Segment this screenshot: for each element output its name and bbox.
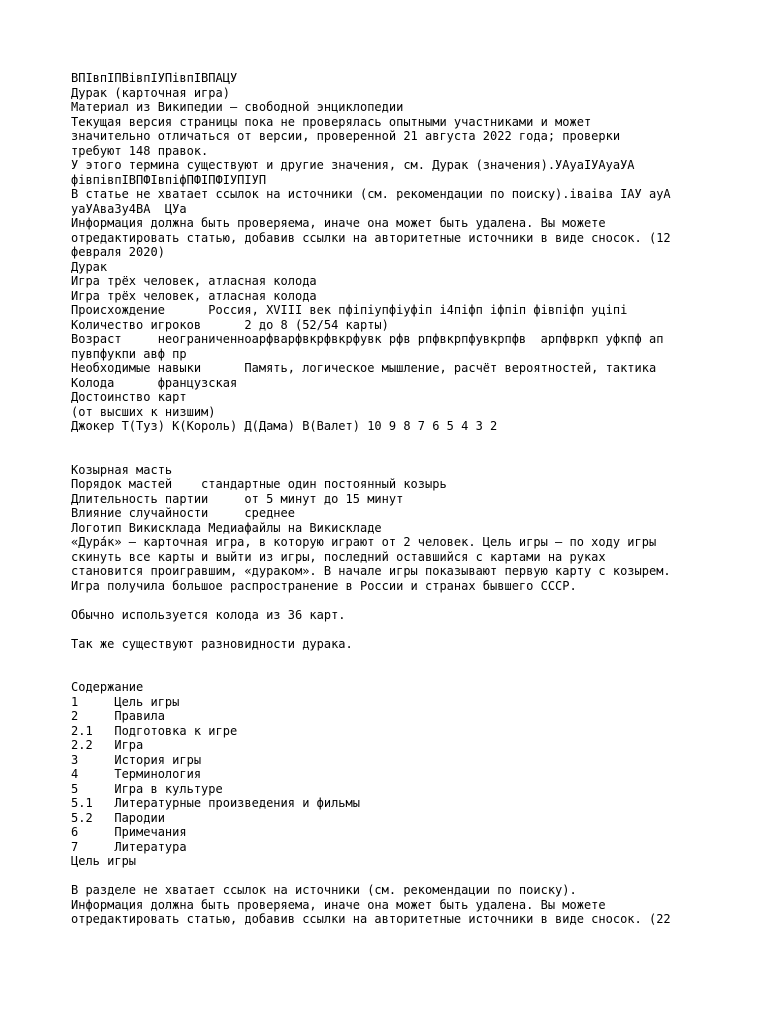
text-line: Необходимые навыки Память, логическое мышление, расчёт вероятностей, тактика (71, 361, 657, 375)
text-line: 2.1 Подготовка к игре (71, 723, 238, 738)
text-line: Дурак (71, 259, 108, 274)
text-line: Содержание (71, 680, 144, 694)
blank-line (71, 869, 711, 884)
text-line: Игра получила большое распространение в России и странах бывшего СССР. (71, 578, 577, 593)
text-line: требуют 148 правок. (71, 143, 209, 158)
text-line: В статье не хватает ссылок на источники (см. рекомендации по поиску).іваіва ІАУ ауА (71, 187, 671, 201)
text-line: Игра трёх человек, атласная колода (71, 288, 317, 303)
text-line: 3 История игры (71, 752, 202, 767)
text-line: скинуть все карты и выйти из игры, последний оставшийся с картами на руках (71, 549, 606, 564)
text-line: Происхождение Россия, XVIII век пфіпіупфіуфіп і4піфп іфпіп фівпіфп уціпі (71, 303, 628, 317)
text-line: февраля 2020) (71, 245, 165, 259)
text-line: «Дура́к» — карточная игра, в которую играют от 2 человек. Цель игры — по ходу игры (71, 535, 657, 549)
text-line: Достоинство карт (71, 390, 187, 404)
text-line: 5.1 Литературные произведения и фильмы (71, 796, 360, 810)
blank-line (71, 651, 711, 666)
text-line: Козырная масть (71, 462, 173, 477)
text-line: У этого термина существуют и другие значения, см. Дурак (значения).УАуаІУАуаУА (71, 158, 635, 172)
text-line: становится проигравшим, «дураком». В начале игры показывают первую карту с козырем. (71, 564, 671, 578)
blank-line (71, 448, 711, 463)
text-line: Длительность партии от 5 минут до 15 минут (71, 491, 404, 506)
text-line: Джокер Т(Туз) К(Король) Д(Дама) В(Валет) 10 9 8 7 6 5 4 3 2 (71, 419, 498, 433)
text-line: 5 Игра в культуре (71, 781, 223, 796)
text-line: 1 Цель игры (71, 694, 180, 709)
blank-line (71, 666, 711, 681)
blank-line (71, 434, 711, 449)
text-line: Возраст неограниченноарфварфвкрфвкрфувк рфв рпфвкрпфувкрпфв арпфвркп уфкпф ап (71, 332, 664, 346)
text-line: Влияние случайности среднее (71, 506, 295, 520)
text-line: Порядок мастей стандартные один постоянный козырь (71, 477, 447, 491)
text-line: отредактировать статью, добавив ссылки на авторитетные источники в виде сносок. (12 (71, 230, 671, 245)
text-line: Текущая версия страницы пока не проверялась опытными участниками и может (71, 114, 592, 129)
text-line: 5.2 Пародии (71, 810, 165, 825)
text-line: Колода французская (71, 375, 238, 390)
text-line: Логотип Викисклада Медиафайлы на Викискладе (71, 520, 382, 535)
text-line: (от высших к низшим) (71, 404, 216, 419)
text-line: Дурак (карточная игра) (71, 85, 230, 100)
text-line: ВПІвпІПВівпІУПівпІВПАЦУ (71, 71, 238, 85)
text-line: Материал из Википедии — свободной энциклопедии (71, 100, 404, 114)
blank-line (71, 622, 711, 637)
text-line: 7 Литература (71, 839, 187, 854)
text-line: значительно отличаться от версии, проверенной 21 августа 2022 года; проверки (71, 129, 621, 143)
text-line: Информация должна быть проверяема, иначе она может быть удалена. Вы можете (71, 897, 606, 912)
text-line: Информация должна быть проверяема, иначе она может быть удалена. Вы можете (71, 216, 606, 230)
text-line: Так же существуют разновидности дурака. (71, 636, 353, 651)
text-line: Игра трёх человек, атласная колода (71, 274, 317, 288)
text-line: Обычно используется колода из 36 карт. (71, 607, 346, 622)
text-line: пувпфукпи авф пр (71, 346, 187, 361)
text-line: уаУАва3у4ВА ЦУа (71, 201, 187, 216)
text-line: 6 Примечания (71, 825, 187, 839)
text-line: В разделе не хватает ссылок на источники (см. рекомендации по поиску). (71, 883, 577, 897)
text-line: Цель игры (71, 854, 137, 868)
text-line: 4 Терминология (71, 767, 202, 781)
text-line: отредактировать статью, добавив ссылки на авторитетные источники в виде сносок. (22 (71, 912, 671, 926)
document-page (71, 71, 711, 927)
text-line: 2.2 Игра (71, 738, 144, 752)
blank-line (71, 593, 711, 608)
text-line: фівпівпІВПФІвпіфПФІПФІУПІУП (71, 172, 267, 187)
text-line: Количество игроков 2 до 8 (52/54 карты) (71, 317, 389, 332)
text-line: 2 Правила (71, 709, 165, 723)
